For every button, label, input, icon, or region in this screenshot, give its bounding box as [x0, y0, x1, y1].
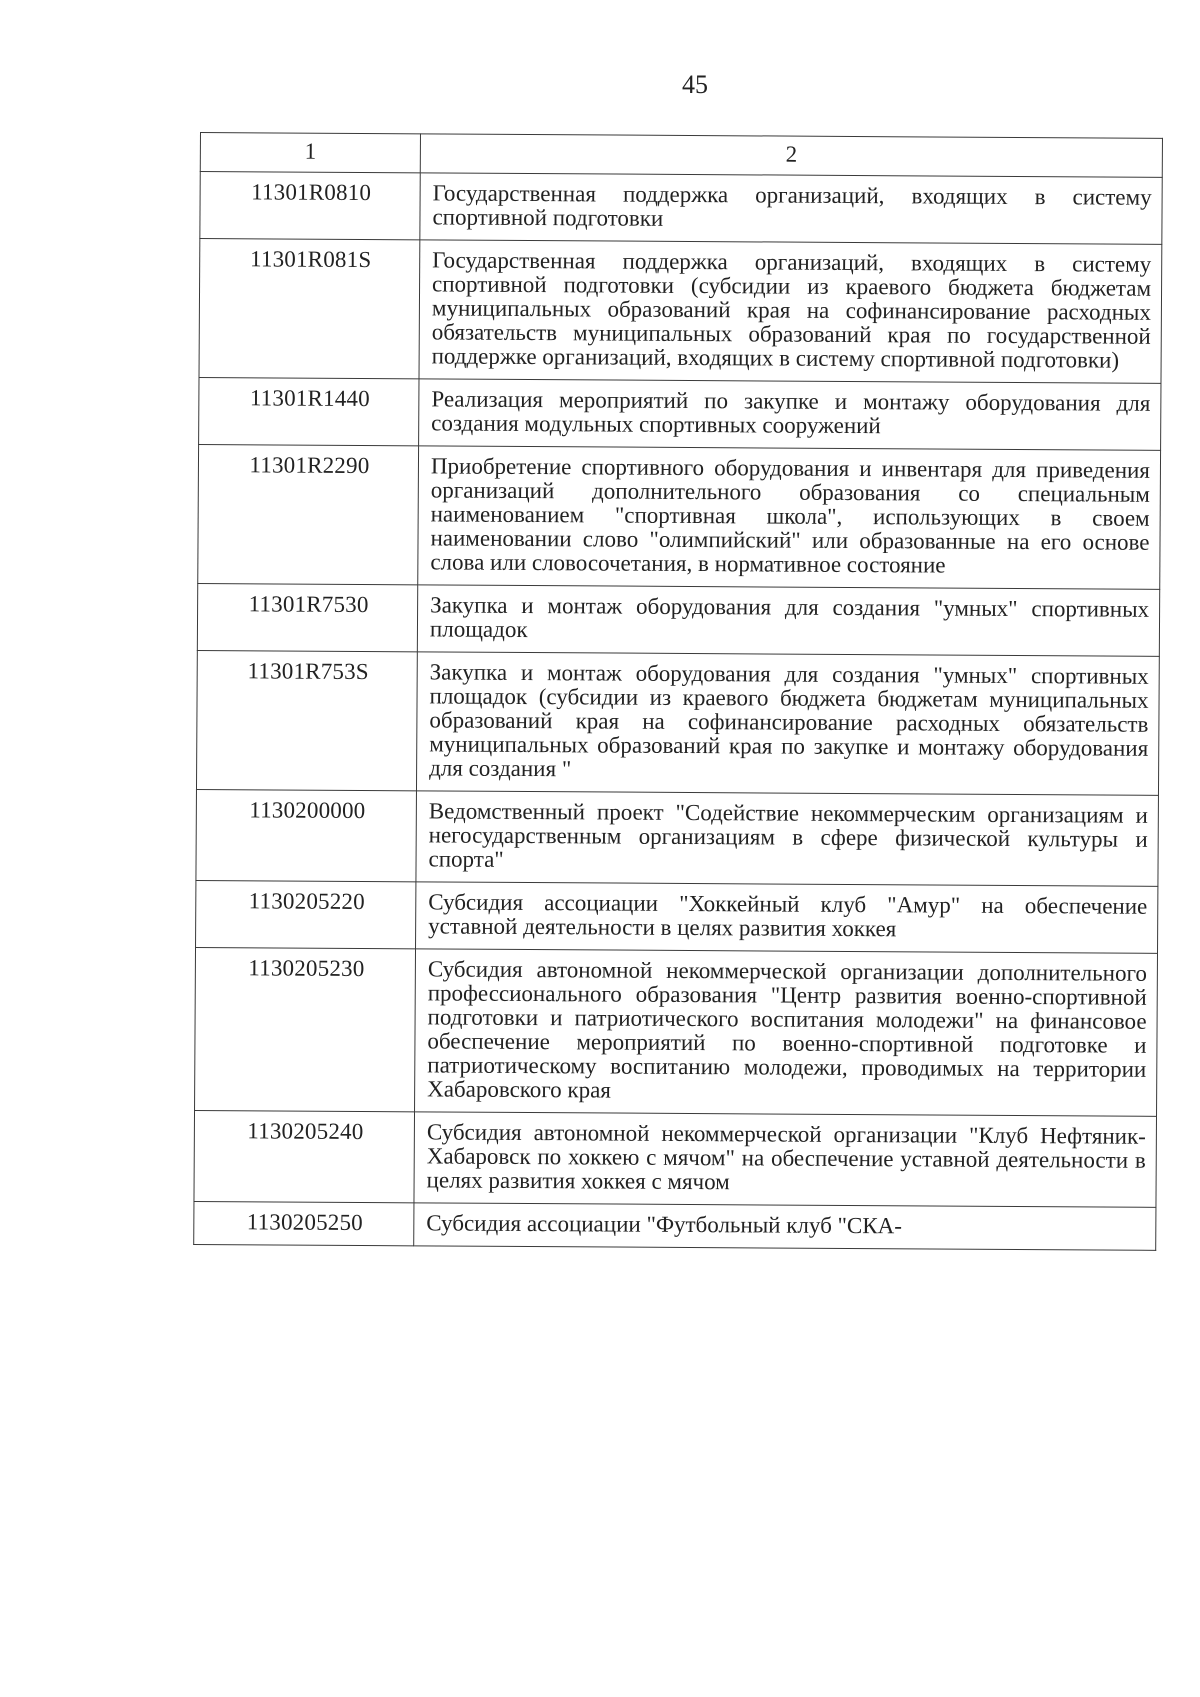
row-description: Субсидия автономной некоммерческой организации дополнительного профессионального образования "Центр развития военно-спортивной подготовки и патриотического воспитания молодежи" на финансовое обеспечение мероприятий по военно-спортивной подготовке и патриотическому воспитанию молодежи, проводимых на территории Хабаровского края	[415, 949, 1158, 1117]
page-number: 45	[682, 70, 708, 99]
row-description: Реализация мероприятий по закупке и монтажу оборудования для создания модульных спортивных сооружений	[419, 379, 1161, 451]
table-header-row	[200, 133, 1162, 178]
column-header-1: 1	[200, 133, 420, 173]
row-code: 11301R081S	[199, 239, 420, 379]
table-row	[199, 239, 1162, 384]
row-code: 1130205240	[194, 1110, 415, 1202]
row-code: 1130205230	[195, 947, 416, 1111]
table-row	[196, 880, 1158, 953]
row-description: Государственная поддержка организаций, входящих в систему спортивной подготовки	[420, 173, 1162, 245]
row-description: Ведомственный проект "Содействие некоммерческим организациям и негосударственным организациям в сфере физической культуры и спорта"	[416, 791, 1159, 887]
row-code: 11301R753S	[196, 650, 417, 790]
table-row	[195, 947, 1158, 1116]
row-description: Закупка и монтаж оборудования для создания "умных" спортивных площадок (субсидии из краевого бюджета бюджетам муниципальных образований края на софинансирование расходных обязательств муниципальных образований края по закупке и монтажу оборудования для создания "	[416, 652, 1159, 796]
row-code: 1130205250	[194, 1201, 414, 1245]
budget-code-table	[193, 132, 1163, 1251]
table-row	[196, 650, 1159, 795]
row-description: Государственная поддержка организаций, входящих в систему спортивной подготовки (субсидии из краевого бюджета бюджетам муниципальных образований края на софинансирование расходных обязательств муниципальных образований края по государственной поддержке организаций, входящих в систему спортивной подготовки)	[419, 240, 1162, 384]
row-code: 11301R0810	[200, 172, 420, 240]
table-row	[199, 377, 1161, 450]
row-description: Приобретение спортивного оборудования и инвентаря для приведения организаций дополнительного образования со специальным наименованием "спортивная школа", использующих в своем наименовании слово "олимпийский" или образованные на его основе слова или словосочетания, в нормативное состояние	[418, 446, 1161, 590]
row-code: 1130205220	[196, 880, 416, 948]
row-description: Закупка и монтаж оборудования для создания "умных" спортивных площадок	[417, 585, 1159, 657]
table-row	[196, 789, 1159, 886]
row-code: 1130200000	[196, 789, 417, 881]
row-description: Субсидия автономной некоммерческой организации "Клуб Нефтяник-Хабаровск по хоккею с мячом" на обеспечение уставной деятельности в целях развития хоккея с мячом	[414, 1112, 1157, 1208]
column-header-2: 2	[420, 134, 1162, 178]
row-code: 11301R2290	[198, 444, 419, 584]
table-row	[198, 444, 1161, 589]
row-description: Субсидия ассоциации "Хоккейный клуб "Амур" на обеспечение уставной деятельности в целях развития хоккея	[416, 882, 1158, 954]
row-description: Субсидия ассоциации "Футбольный клуб "СКА-	[414, 1203, 1156, 1251]
row-code: 11301R1440	[199, 377, 419, 445]
table-row	[200, 172, 1162, 245]
table-row	[194, 1201, 1156, 1250]
table-row	[197, 583, 1159, 656]
row-code: 11301R7530	[197, 583, 417, 651]
table-row	[194, 1110, 1157, 1207]
